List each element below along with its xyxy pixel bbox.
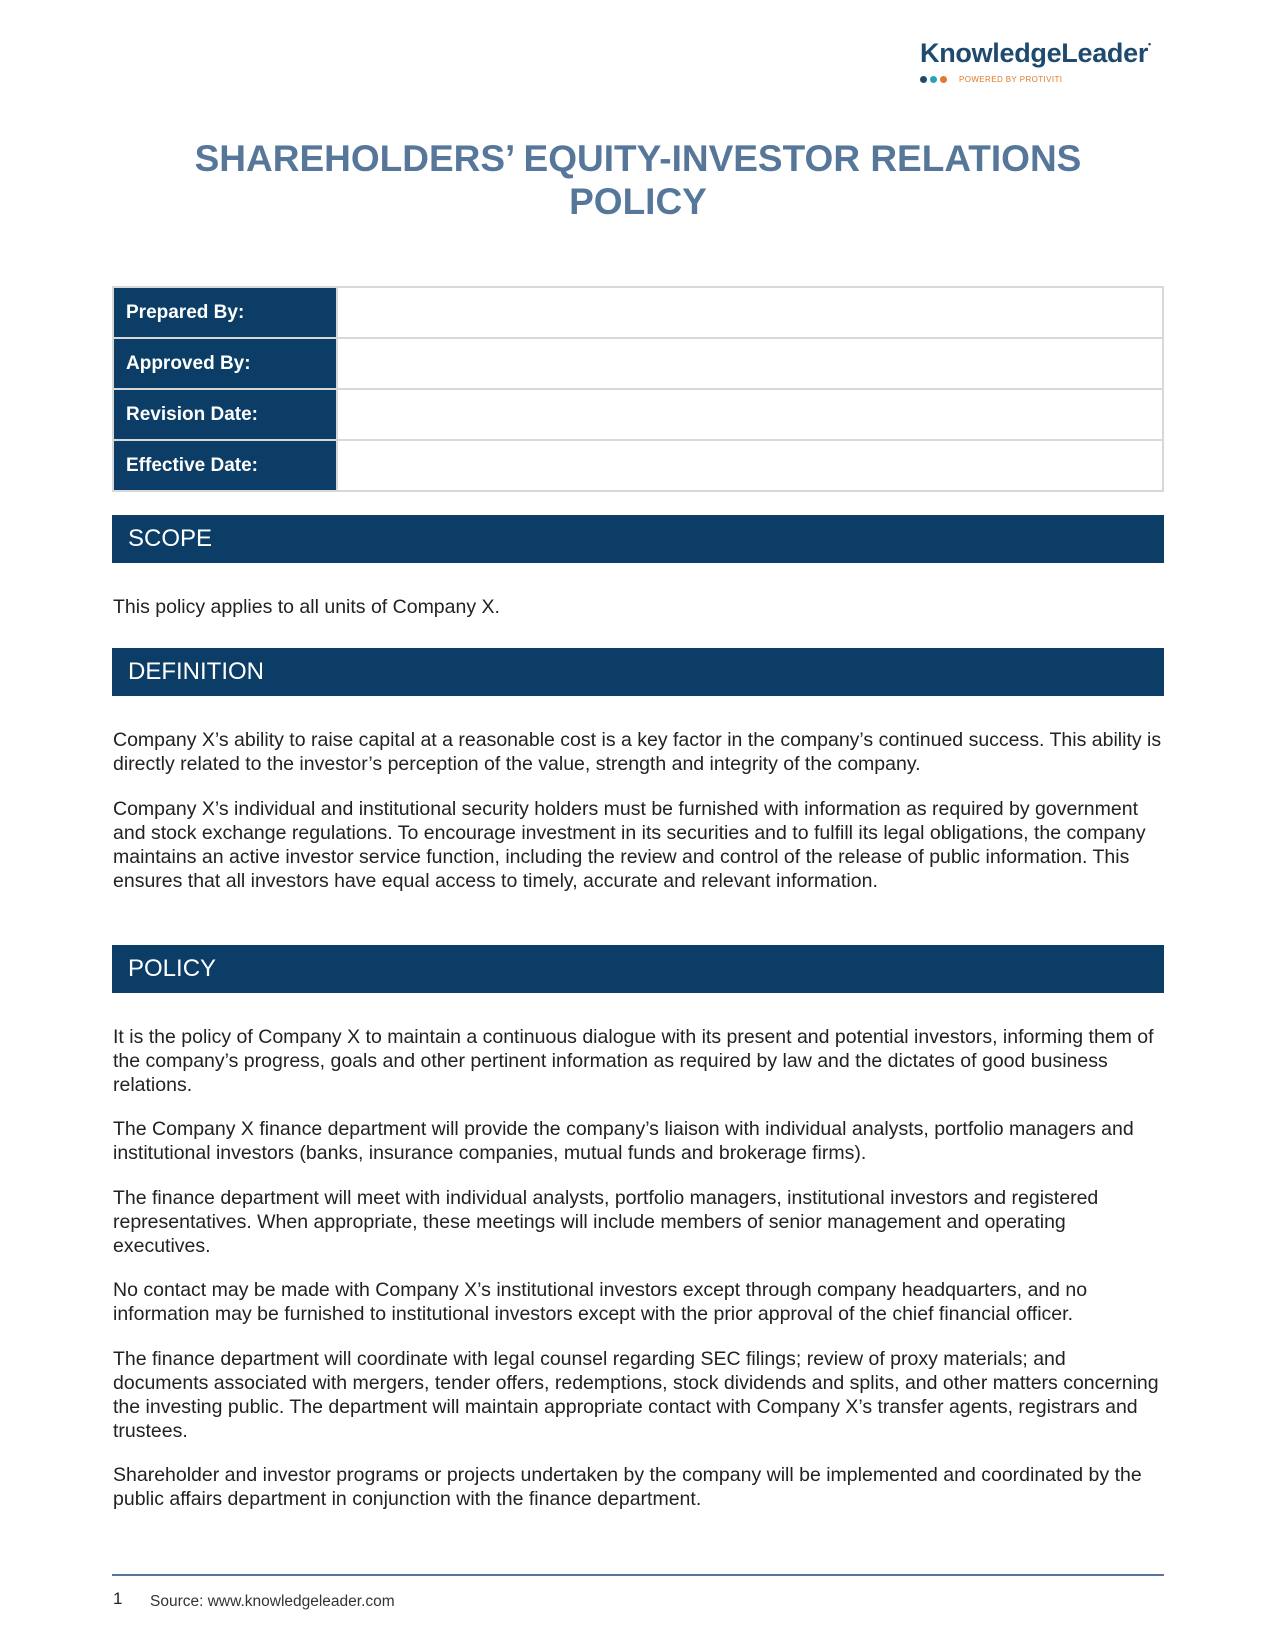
prepared-by-label: Prepared By:: [113, 287, 337, 338]
scope-paragraph: This policy applies to all units of Company X.: [113, 596, 500, 618]
table-row: [113, 389, 1163, 440]
brand-tagline: POWERED BY PROTIVITI: [959, 75, 1063, 84]
revision-date-value: [337, 389, 1163, 440]
policy-paragraph-2: The Company X finance department will provide the company’s liaison with individual analysts, portfolio managers and institutional investors (banks, insurance companies, mutual funds and brokerage firms).: [113, 1118, 1134, 1164]
policy-paragraph-6: Shareholder and investor programs or projects undertaken by the company will be implemented and coordinated by the public affairs department in conjunction with the finance department.: [113, 1464, 1142, 1510]
policy-paragraph-3: The finance department will meet with individual analysts, portfolio managers, institutional investors and registered representatives. When appropriate, these meetings will include members of senior management and operating executives.: [113, 1187, 1099, 1257]
policy-paragraph-5: The finance department will coordinate with legal counsel regarding SEC filings; review of proxy materials; and documents associated with mergers, tender offers, redemptions, stock dividends and splits, and other matters concerning the investing public. The department will maintain appropriate contact with Company X’s transfer agents, registrars and trustees.: [113, 1348, 1159, 1442]
revision-date-label: Revision Date:: [113, 389, 337, 440]
page-number: 1: [113, 1589, 123, 1608]
table-row: [113, 287, 1163, 338]
approved-by-label: Approved By:: [113, 338, 337, 389]
definition-paragraph-1: Company X’s ability to raise capital at a reasonable cost is a key factor in the company’s continued success. This ability is directly related to the investor’s perception of the value, strength and integrity of the company.: [113, 729, 1162, 775]
definition-heading: DEFINITION: [112, 648, 1164, 696]
title-line-2: POLICY: [569, 181, 707, 222]
approved-by-value: [337, 338, 1163, 389]
policy-paragraph-1: It is the policy of Company X to maintain a continuous dialogue with its present and potential investors, informing them of the company’s progress, goals and other pertinent information as required by law and the dictates of good business relations.: [113, 1026, 1154, 1096]
knowledgeleader-logo: KnowledgeLeader• POWERED BY PROTIVITI: [920, 38, 1151, 84]
brand-dot-icon: [930, 76, 937, 83]
scope-heading: SCOPE: [112, 515, 1164, 563]
definition-paragraph-2: Company X’s individual and institutional security holders must be furnished with information as required by government and stock exchange regulations. To encourage investment in its securities and to fulfill its legal obligations, the company maintains an active investor service function, including the review and control of the release of public information. This ensures that all investors have equal access to timely, accurate and relevant information.: [113, 798, 1146, 892]
table-row: [113, 440, 1163, 491]
effective-date-value: [337, 440, 1163, 491]
footer-divider: [112, 1574, 1164, 1576]
brand-dot-icon: [920, 76, 927, 83]
policy-heading: POLICY: [112, 945, 1164, 993]
document-info-table: [112, 286, 1164, 492]
effective-date-label: Effective Date:: [113, 440, 337, 491]
document-title: [113, 137, 1163, 223]
title-line-1: SHAREHOLDERS’ EQUITY-INVESTOR RELATIONS: [194, 138, 1082, 179]
policy-paragraph-4: No contact may be made with Company X’s institutional investors except through company headquarters, and no information may be furnished to institutional investors except with the prior approval of the chief financial officer.: [113, 1279, 1088, 1325]
table-row: [113, 338, 1163, 389]
brand-dot-icon: [940, 76, 947, 83]
brand-name: KnowledgeLeader: [920, 38, 1149, 68]
prepared-by-value: [337, 287, 1163, 338]
footer-source: Source: www.knowledgeleader.com: [150, 1593, 395, 1610]
